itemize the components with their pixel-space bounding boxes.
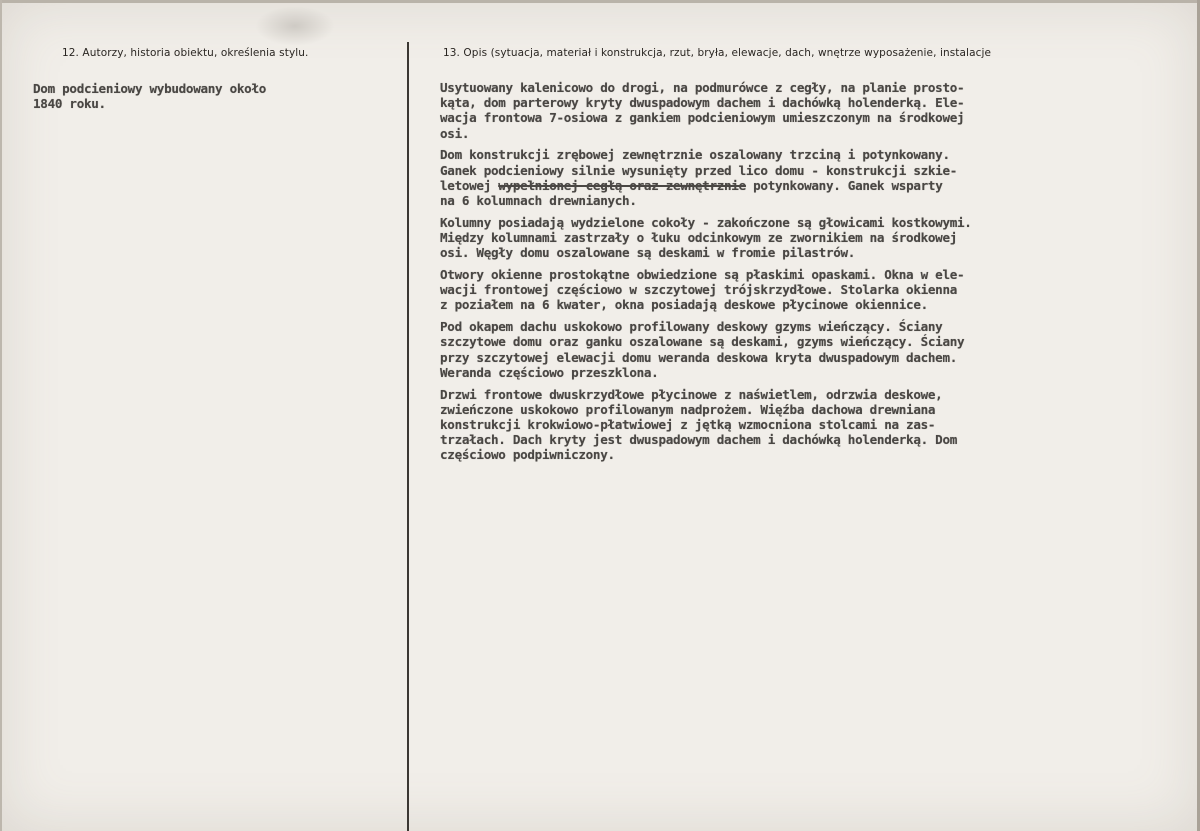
text-line: częściowo podpiwniczony. — [440, 447, 615, 463]
paragraph-columns — [440, 215, 1180, 261]
paper-smudge — [255, 6, 335, 46]
text-line: przy szczytowej elewacji domu weranda deskowa kryta dwuspadowym dachem. — [440, 349, 958, 365]
text-line: konstrukcji krokwiowo-płatwiowej z jętką wzmocniona stolcami na zas- — [440, 417, 936, 433]
text-line-with-strikethrough — [440, 178, 942, 193]
text-fragment: potynkowany. Ganek wsparty — [745, 177, 943, 193]
text-line: na 6 kolumnach drewnianych. — [440, 193, 637, 209]
text-line: kąta, dom parterowy kryty dwuspadowym dachem i dachówką holenderką. Ele- — [440, 95, 965, 111]
text-line: szczytowe domu oraz ganku oszalowane są deskami, gzyms wieńczący. Ściany — [440, 334, 965, 350]
text-line: Dom konstrukcji zrębowej zewnętrznie oszalowany trzciną i potynkowany. — [440, 147, 950, 163]
text-line: Między kolumnami zastrzały o łuku odcinkowym ze zwornikiem na środkowej — [440, 230, 958, 246]
text-line: wacji frontowej częściowo w szczytowej trójskrzydłowe. Stolarka okienna — [440, 282, 958, 298]
text-line: Otwory okienne prostokątne obwiedzione są płaskimi opaskami. Okna w ele- — [440, 267, 965, 283]
description-text — [440, 80, 1180, 469]
history-line-2: 1840 roku. — [33, 96, 106, 112]
text-fragment: letowej — [440, 177, 499, 193]
paragraph-cornice-walls — [440, 319, 1180, 380]
section-13-header: 13. Opis (sytuacja, materiał i konstrukcja, rzut, bryła, elewacje, dach, wnętrze wyposażenie, instalacje — [443, 47, 992, 59]
paragraph-doors-roof — [440, 387, 1180, 463]
text-line: Pod okapem dachu uskokowo profilowany deskowy gzyms wieńczący. Ściany — [440, 319, 943, 335]
history-line-1: Dom podcieniowy wybudowany około — [33, 81, 267, 96]
paper-edge-left — [0, 0, 2, 831]
paragraph-location — [440, 80, 1180, 141]
paper-edge-top — [0, 0, 1200, 3]
text-line: osi. Węgły domu oszalowane są deskami w fromie pilastrów. — [440, 245, 856, 261]
text-line: z poziałem na 6 kwater, okna posiadają deskowe płycinowe okiennice. — [440, 297, 928, 313]
text-line: Usytuowany kalenicowo do drogi, na podmurówce z cegły, na planie prosto- — [440, 80, 965, 95]
text-line: trzałach. Dach kryty jest dwuspadowym dachem i dachówką holenderką. Dom — [440, 432, 958, 448]
history-text — [33, 81, 266, 111]
text-line: Ganek podcieniowy silnie wysunięty przed lico domu - konstrukcji szkie- — [440, 162, 958, 178]
struck-out-text: wypełnionej cegłą oraz zewnętrznie — [498, 177, 746, 193]
text-line: Kolumny posiadają wydzielone cokoły - zakończone są głowicami kostkowymi. — [440, 214, 972, 230]
paragraph-construction — [440, 147, 1180, 208]
text-line: Weranda częściowo przeszklona. — [440, 364, 659, 380]
text-line: zwieńczone uskokowo profilowanym nadprożem. Więźba dachowa drewniana — [440, 401, 936, 417]
section-12-header: 12. Autorzy, historia obiektu, określenia stylu. — [62, 47, 309, 59]
text-line: osi. — [440, 125, 470, 141]
text-line: Drzwi frontowe dwuskrzydłowe płycinowe z naświetlem, odrzwia deskowe, — [440, 386, 943, 402]
text-line: wacja frontowa 7-osiowa z gankiem podcieniowym umieszczonym na środkowej — [440, 110, 965, 126]
column-divider — [407, 42, 409, 831]
paragraph-windows — [440, 267, 1180, 313]
